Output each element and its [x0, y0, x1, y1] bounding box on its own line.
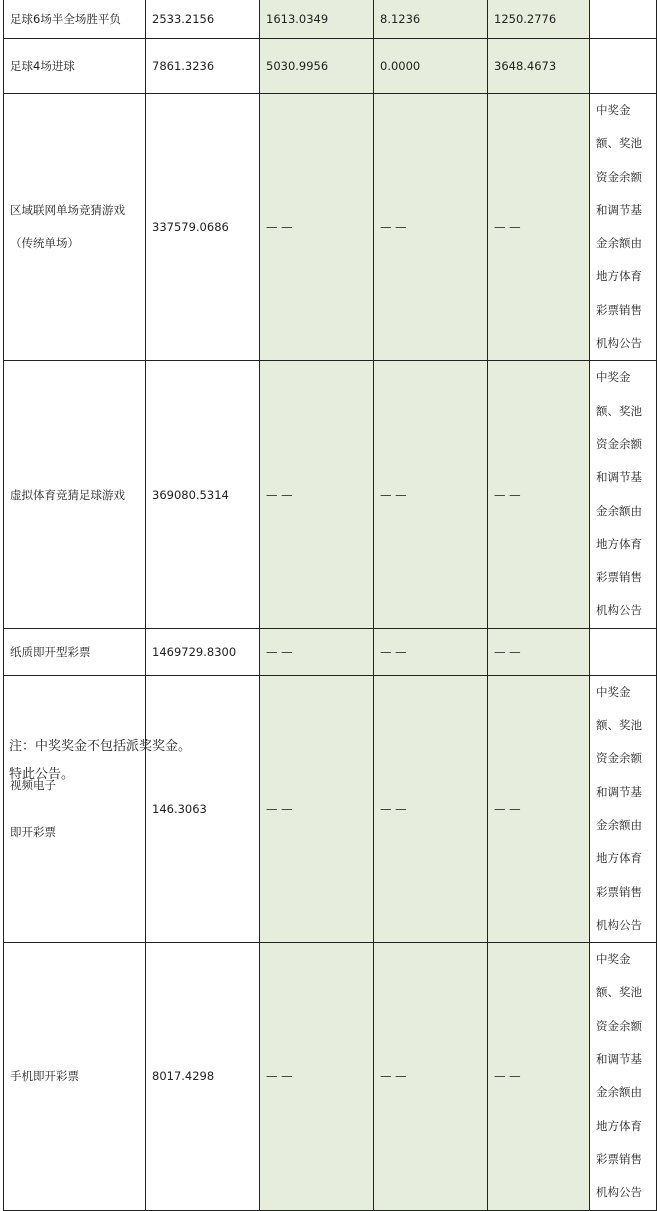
prize-amount-cell: — — [260, 628, 374, 675]
table-row [4, 628, 657, 675]
note-cell [590, 39, 657, 94]
prize-amount-cell: — — [260, 943, 374, 1210]
pool-balance-cell: 0.0000 [374, 39, 488, 94]
footnote-text: 注：中奖奖金不包括派奖奖金。 [9, 739, 192, 754]
note-cell [590, 943, 657, 1210]
table-row [4, 361, 657, 628]
game-name-cell: 虚拟体育竞猜足球游戏 [4, 361, 146, 628]
spacer [10, 802, 139, 816]
note-cell [590, 628, 657, 675]
adjust-fund-cell: 1250.2776 [488, 0, 590, 39]
game-name-cell: 手机即开彩票 [4, 943, 146, 1210]
game-name-cell: 足球4场进球 [4, 39, 146, 94]
adjust-fund-cell: — — [488, 628, 590, 675]
game-name-line: 视频电子 [10, 777, 56, 792]
game-name-cell [4, 94, 146, 361]
prize-amount-cell: 1613.0349 [260, 0, 374, 39]
table-row [4, 0, 657, 39]
pool-balance-cell: — — [374, 94, 488, 361]
pool-balance-cell: 8.1236 [374, 0, 488, 39]
note-text: 中奖金额、奖池资金余额和调节基金余额由地方体育彩票销售机构公告 [596, 952, 642, 1200]
table-row [4, 943, 657, 1210]
adjust-fund-cell: — — [488, 943, 590, 1210]
note-cell [590, 94, 657, 361]
table-row [4, 39, 657, 94]
game-name-cell [4, 675, 146, 942]
game-name-cell: 纸质即开型彩票 [4, 628, 146, 675]
prize-amount-cell: — — [260, 675, 374, 942]
note-text: 中奖金额、奖池资金余额和调节基金余额由地方体育彩票销售机构公告 [596, 103, 642, 351]
pool-balance-cell: — — [374, 361, 488, 628]
closing-text: 特此公告。 [9, 767, 75, 782]
sales-cell: 8017.4298 [146, 943, 260, 1210]
sales-cell: 1469729.8300 [146, 628, 260, 675]
note-cell [590, 0, 657, 39]
note-cell [590, 675, 657, 942]
prize-amount-cell: — — [260, 94, 374, 361]
adjust-fund-cell: — — [488, 361, 590, 628]
sales-cell: 337579.0686 [146, 94, 260, 361]
prize-amount-cell: — — [260, 361, 374, 628]
sales-cell: 146.3063 [146, 675, 260, 942]
sales-cell: 369080.5314 [146, 361, 260, 628]
pool-balance-cell: — — [374, 675, 488, 942]
lottery-sales-table [3, 0, 657, 1211]
game-name-cell: 足球6场半全场胜平负 [4, 0, 146, 39]
adjust-fund-cell: 3648.4673 [488, 39, 590, 94]
adjust-fund-cell: — — [488, 94, 590, 361]
table-row [4, 675, 657, 942]
note-cell [590, 361, 657, 628]
game-name-line: 区域联网单场竞猜游戏 [10, 203, 125, 218]
pool-balance-cell: — — [374, 628, 488, 675]
game-name-line: （传统单场） [10, 236, 79, 251]
table-row [4, 94, 657, 361]
prize-amount-cell: 5030.9956 [260, 39, 374, 94]
game-name-line: 即开彩票 [10, 824, 56, 839]
note-text: 中奖金额、奖池资金余额和调节基金余额由地方体育彩票销售机构公告 [596, 370, 642, 618]
sales-cell: 7861.3236 [146, 39, 260, 94]
adjust-fund-cell: — — [488, 675, 590, 942]
sales-cell: 2533.2156 [146, 0, 260, 39]
pool-balance-cell: — — [374, 943, 488, 1210]
note-text: 中奖金额、奖池资金余额和调节基金余额由地方体育彩票销售机构公告 [596, 684, 642, 932]
